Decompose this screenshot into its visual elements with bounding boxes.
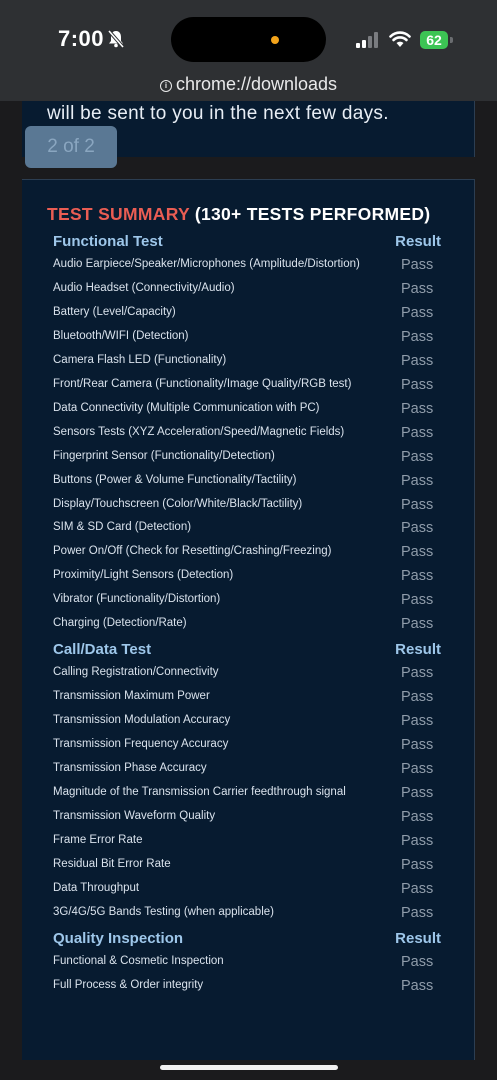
summary-title [47, 204, 430, 225]
test-name: Fingerprint Sensor (Functionality/Detection) [53, 449, 275, 462]
test-name: Residual Bit Error Rate [53, 857, 171, 870]
privacy-indicator-dot [271, 36, 279, 44]
section-heading-label: Functional Test [53, 233, 163, 250]
section-heading-label: Call/Data Test [53, 641, 152, 658]
test-result: Pass [401, 736, 434, 753]
test-name: Audio Earpiece/Speaker/Microphones (Amplitude/Distortion) [53, 258, 360, 270]
status-time: 7:00 [58, 26, 105, 51]
result-column-header: Result [395, 641, 441, 658]
test-result: Pass [401, 977, 434, 994]
wifi-icon [389, 30, 411, 48]
test-result: Pass [401, 400, 434, 417]
dynamic-island [171, 17, 326, 62]
bell-slash-icon [106, 29, 126, 49]
test-name: Audio Headset (Connectivity/Audio) [53, 281, 235, 294]
address-bar[interactable] [0, 74, 497, 95]
test-result: Pass [401, 880, 434, 897]
test-result: Pass [401, 688, 434, 705]
test-result: Pass [401, 760, 434, 777]
test-name: Charging (Detection/Rate) [53, 617, 187, 630]
test-result: Pass [401, 424, 434, 441]
test-name: Full Process & Order integrity [53, 978, 204, 991]
summary-title-accent: TEST SUMMARY [47, 204, 190, 224]
test-result: Pass [401, 352, 434, 369]
test-result: Pass [401, 808, 434, 825]
test-name: Bluetooth/WIFI (Detection) [53, 329, 189, 342]
test-result: Pass [401, 904, 434, 921]
test-result: Pass [401, 954, 434, 970]
test-name: Transmission Phase Accuracy [53, 761, 207, 774]
test-name: Sensors Tests (XYZ Acceleration/Speed/Magnetic Fields) [53, 425, 345, 438]
test-result: Pass [401, 472, 434, 489]
test-name: Battery (Level/Capacity) [53, 305, 176, 318]
test-summary-card [22, 179, 475, 1060]
signal-bars-icon [356, 32, 380, 48]
test-name: Calling Registration/Connectivity [53, 666, 219, 678]
test-name: Functional & Cosmetic Inspection [53, 955, 224, 967]
test-name: Frame Error Rate [53, 833, 143, 846]
test-result: Pass [401, 832, 434, 849]
test-name: Transmission Waveform Quality [53, 809, 216, 822]
test-name: Data Throughput [53, 881, 140, 894]
test-name: Transmission Modulation Accuracy [53, 713, 231, 726]
test-name: Camera Flash LED (Functionality) [53, 353, 227, 366]
test-result: Pass [401, 712, 434, 729]
test-name: Front/Rear Camera (Functionality/Image Quality/RGB test) [53, 377, 352, 390]
section-heading-label: Quality Inspection [53, 930, 184, 947]
home-indicator[interactable] [160, 1065, 338, 1070]
info-icon[interactable]: i [160, 80, 172, 92]
test-result: Pass [401, 856, 434, 873]
test-result: Pass [401, 592, 434, 609]
test-result: Pass [401, 496, 434, 513]
summary-title-count: (130+ TESTS PERFORMED) [194, 204, 431, 224]
test-name: Data Connectivity (Multiple Communication with PC) [53, 401, 320, 414]
test-result: Pass [401, 616, 434, 633]
test-name: 3G/4G/5G Bands Testing (when applicable) [53, 905, 274, 918]
info-card-text: will be sent to you in the next few days. [47, 103, 389, 124]
test-result: Pass [401, 544, 434, 561]
test-result: Pass [401, 448, 434, 465]
test-name: Power On/Off (Check for Resetting/Crashing/Freezing) [53, 545, 332, 558]
test-name: Buttons (Power & Volume Functionality/Tactility) [53, 473, 297, 486]
test-result: Pass [401, 568, 434, 585]
test-name: Magnitude of the Transmission Carrier feedthrough signal [53, 785, 346, 798]
test-result: Pass [401, 257, 434, 273]
battery-charging-icon: 62 [420, 31, 448, 49]
page-indicator[interactable]: 2 of 2 [25, 126, 117, 168]
test-result: Pass [401, 328, 434, 345]
test-name: Vibrator (Functionality/Distortion) [53, 593, 221, 606]
test-result: Pass [401, 280, 434, 297]
test-result: Pass [401, 304, 434, 321]
test-name: Proximity/Light Sensors (Detection) [53, 569, 234, 582]
result-column-header: Result [395, 233, 441, 250]
test-name: Transmission Frequency Accuracy [53, 737, 229, 750]
url-text: chrome://downloads [175, 74, 338, 94]
browser-chrome [0, 0, 497, 101]
test-name: SIM & SD Card (Detection) [53, 521, 192, 534]
test-result: Pass [401, 376, 434, 393]
test-result: Pass [401, 665, 434, 681]
test-result: Pass [401, 520, 434, 537]
test-result: Pass [401, 784, 434, 801]
battery-cap [450, 37, 453, 43]
test-name: Transmission Maximum Power [53, 689, 210, 702]
test-name: Display/Touchscreen (Color/White/Black/Tactility) [53, 497, 303, 510]
result-column-header: Result [395, 930, 441, 947]
